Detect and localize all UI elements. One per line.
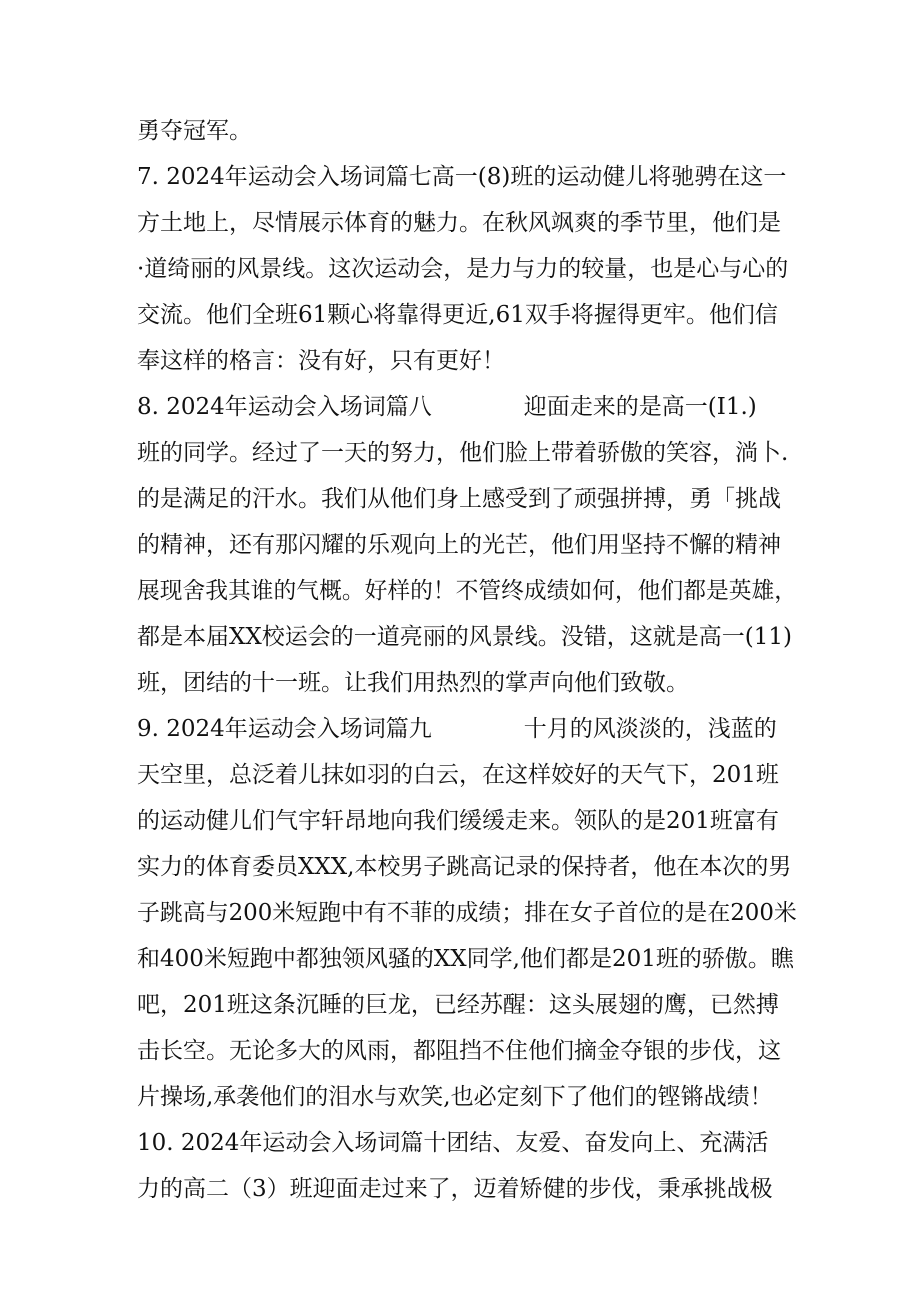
text-line: 奉这样的格言：没有好，只有更好！: [137, 348, 505, 374]
text-line: 吧，201班这条沉睡的巨龙，已经苏醒：这头展翅的鹰，已然搏: [137, 992, 779, 1018]
text-line: 交流。他们全班61颗心将靠得更近,61双手将握得更牢。他们信: [137, 302, 778, 328]
text-line: 班的同学。经过了一天的努力，他们脸上带着骄傲的笑容，淌卜.: [137, 440, 789, 466]
text-line: 7. 2024年运动会入场词篇七高一(8)班的运动健儿将驰骋在这一: [137, 164, 787, 190]
text-line: 的是满足的汗水。我们从他们身上感受到了顽强拼搏，勇「挑战: [137, 486, 781, 512]
text-line: 班，团结的十一班。让我们用热烈的掌声向他们致敬。: [137, 670, 689, 696]
text-line: 力的高二（3）班迎面走过来了，迈着矫健的步伐，秉承挑战极: [137, 1176, 773, 1202]
text-line: 击长空。无论多大的风雨，都阻挡不住他们摘金夺银的步伐，这: [137, 1038, 781, 1064]
text-line: 10. 2024年运动会入场词篇十团结、友爱、奋发向上、充满活: [137, 1130, 769, 1156]
text-line: 都是本届XX校运会的一道亮丽的风景线。没错，这就是高一(11): [137, 624, 792, 650]
text-line: 实力的体育委员XXX,本校男子跳高记录的保持者，他在本次的男: [137, 854, 792, 880]
text-line: 展现舍我其谁的气概。好样的！不管终成绩如何，他们都是英雄，: [137, 578, 797, 604]
text-line: 方土地上，尽情展示体育的魅力。在秋风飒爽的季节里，他们是: [137, 210, 781, 236]
text-line: 子跳高与200米短跑中有不菲的成绩；排在女子首位的是在200米: [137, 900, 797, 926]
text-line: 勇夺冠军。: [137, 118, 252, 144]
text-line: 片操场,承袭他们的泪水与欢笑,也必定刻下了他们的铿锵战绩！: [137, 1084, 773, 1110]
text-line: 天空里，总泛着儿抹如羽的白云，在这样姣好的天气下，201班: [137, 762, 779, 788]
text-line: ·道绮丽的风景线。这次运动会，是力与力的较量，也是心与心的: [137, 256, 789, 282]
text-line: 和400米短跑中都独领风骚的XX同学,他们都是201班的骄傲。瞧: [137, 946, 794, 972]
text-line: 8. 2024年运动会入场词篇八 迎面走来的是高一(I1.): [137, 394, 757, 420]
text-line: 的精神，还有那闪耀的乐观向上的光芒，他们用坚持不懈的精神: [137, 532, 781, 558]
text-line: 的运动健儿们气宇轩昂地向我们缓缓走来。领队的是201班富有: [137, 808, 779, 834]
text-line: 9. 2024年运动会入场词篇九 十月的风淡淡的，浅蓝的: [137, 716, 777, 742]
